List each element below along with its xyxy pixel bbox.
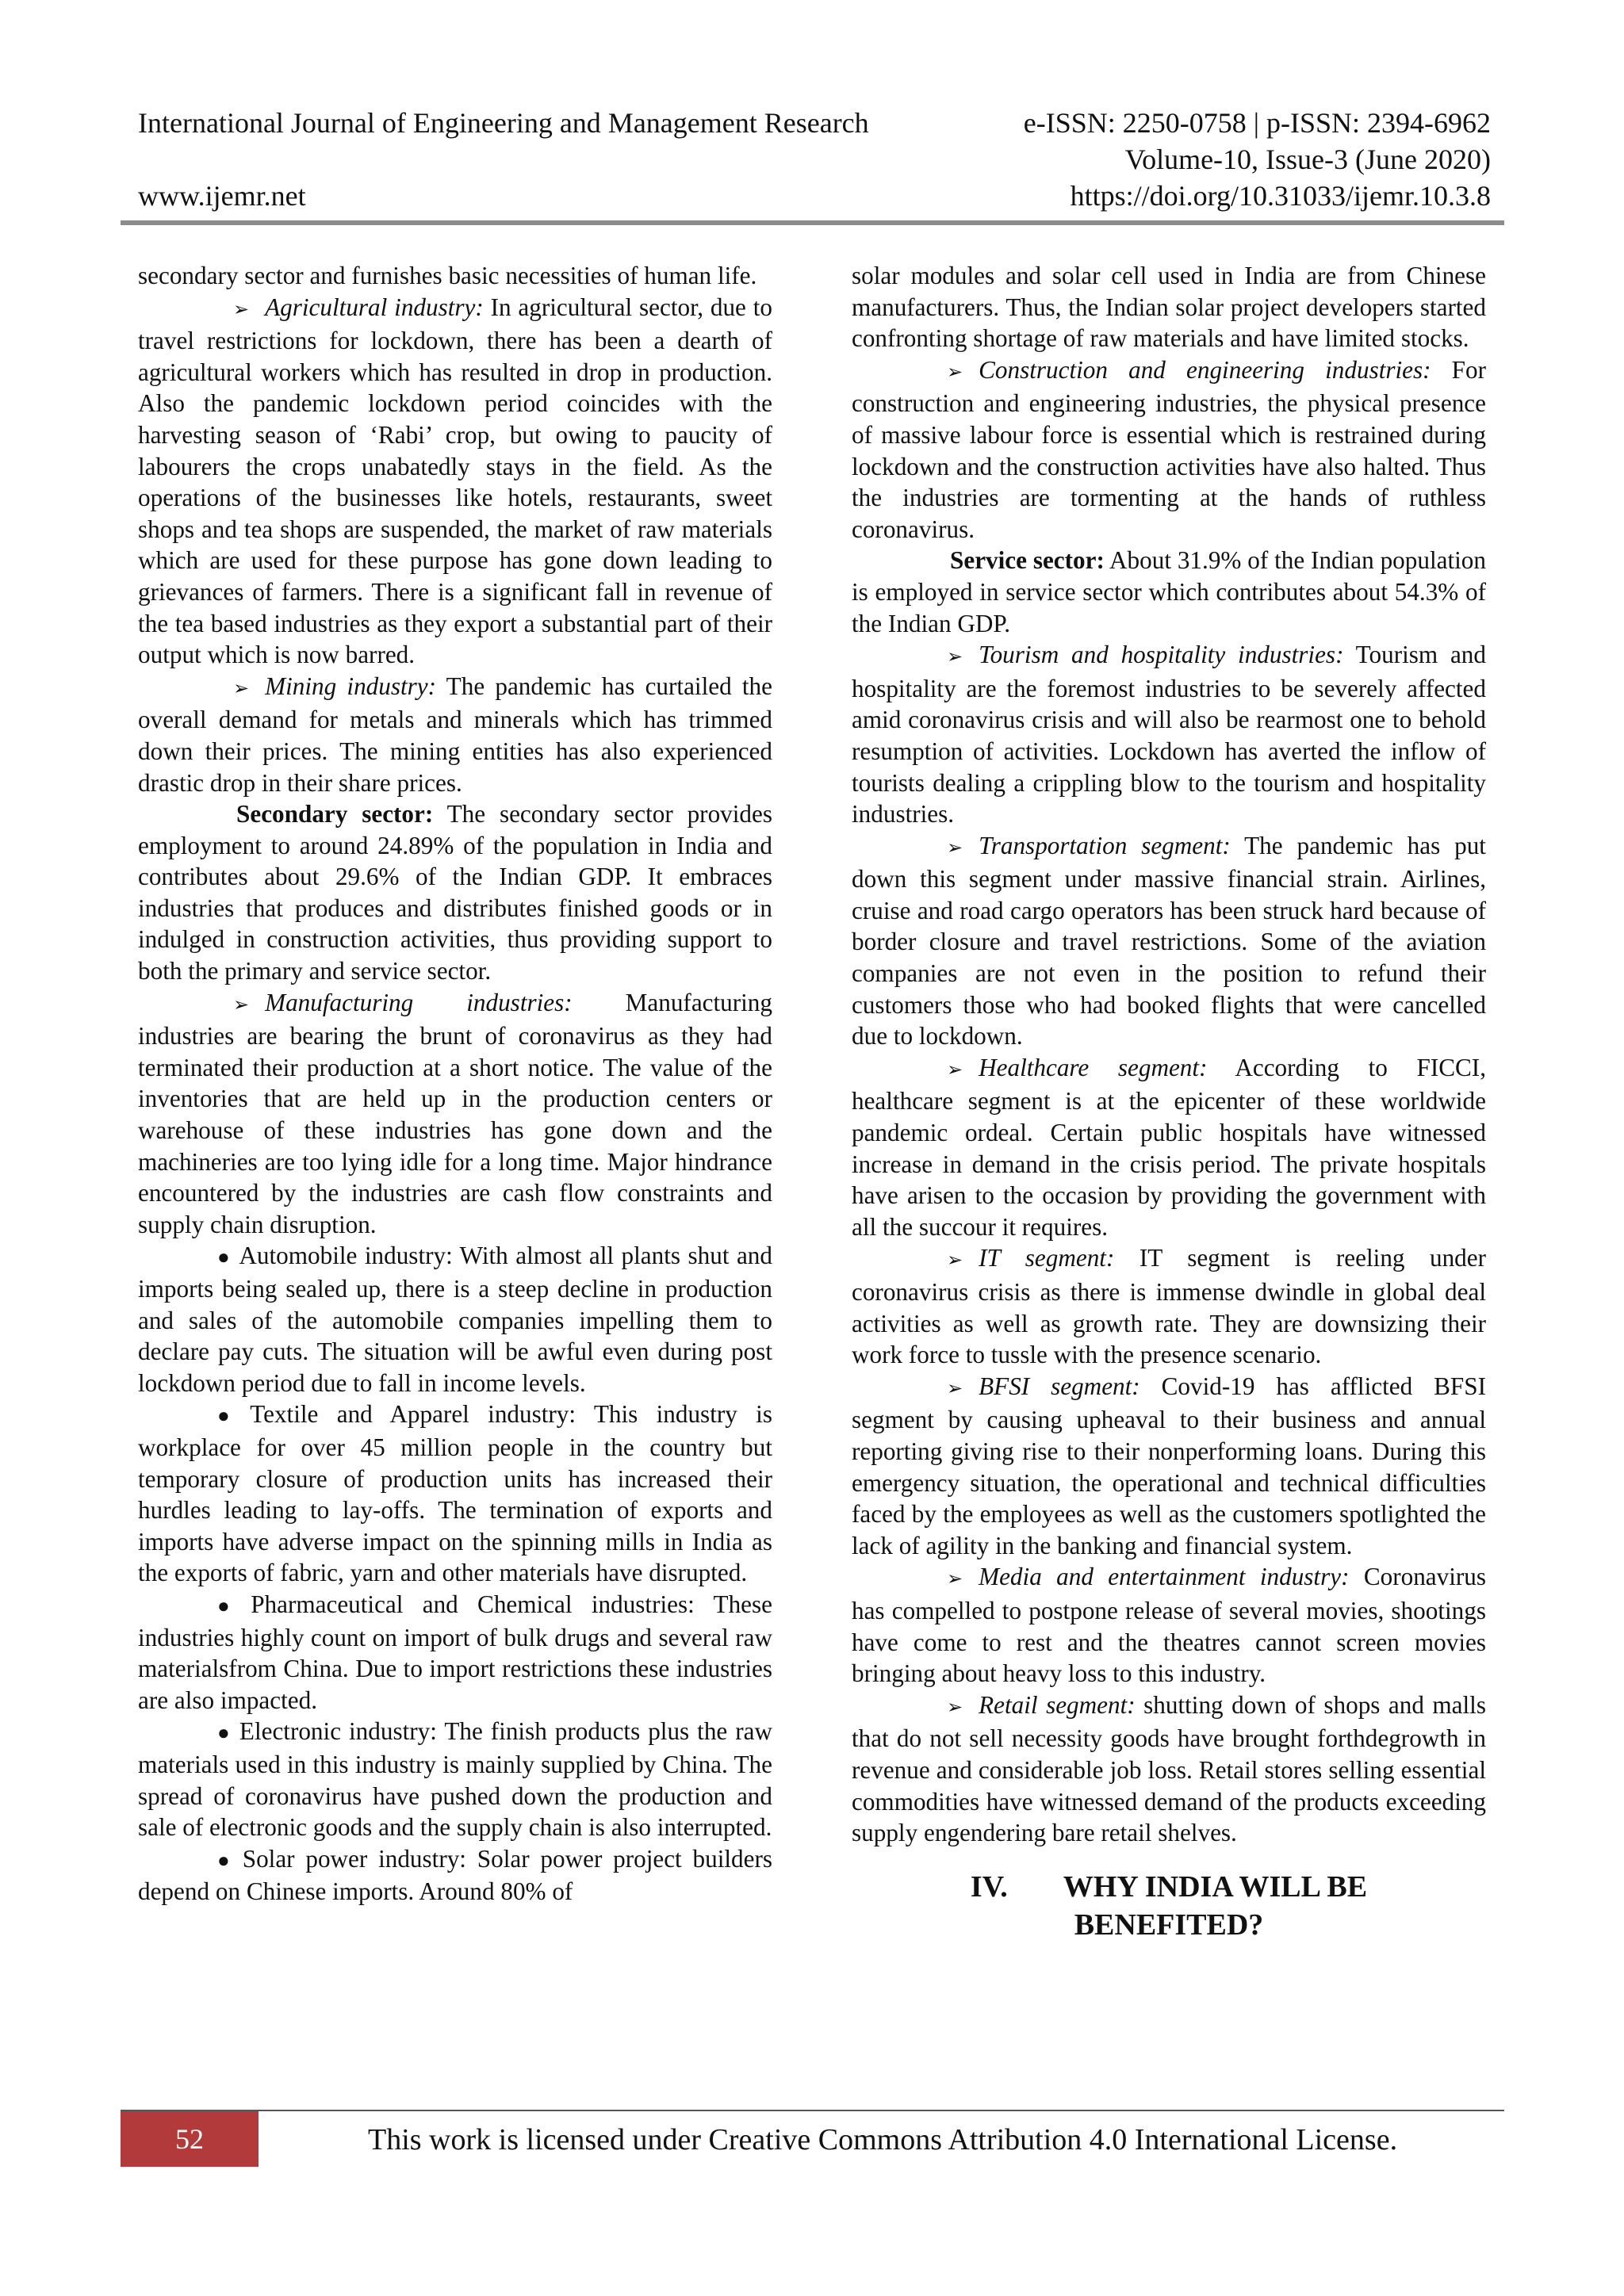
dot-item-text: Textile and Apparel industry: This industry is workplace for over 45 million people in the country but temporary closure of production units has increased their hurdles leading to lay-offs. The termination of exports and imports have adverse impact on the spinning mills in India as the exports of fabric, yarn and other materials have disrupted. bbox=[138, 1400, 772, 1587]
arrow-bullet-icon: ➢ bbox=[947, 1058, 963, 1081]
bullet-construction bbox=[852, 354, 1486, 545]
bullet-title: BFSI segment: bbox=[979, 1372, 1140, 1400]
dot-bullet-icon: ● bbox=[217, 1246, 232, 1269]
arrow-bullet-icon: ➢ bbox=[947, 1376, 963, 1399]
footer-rule bbox=[121, 2110, 1504, 2111]
page-number: 52 bbox=[121, 2111, 259, 2167]
bullet-tourism bbox=[852, 639, 1486, 830]
dot-item-pharma bbox=[138, 1589, 772, 1716]
arrow-bullet-icon: ➢ bbox=[947, 1695, 963, 1718]
service-sector-paragraph bbox=[852, 545, 1486, 639]
bullet-text: Manufacturing industries are bearing the brunt of coronavirus as they had terminated their production at a short notice. The value of the inventories that are held up in the production centers or warehouse of these industries has gone down and the machineries are too lying idle for a long time. Major hindrance encountered by the industries are cash flow constraints and supply chain disruption. bbox=[138, 988, 772, 1238]
section-number: IV. bbox=[970, 1869, 1008, 1904]
arrow-bullet-icon: ➢ bbox=[947, 645, 963, 668]
bullet-retail bbox=[852, 1689, 1486, 1849]
dot-item-text: Electronic industry: The finish products plus the raw materials used in this industry is mainly supplied by China. The spread of coronavirus have pushed down the production and sale of electronic goods and the supply chain is also interrupted. bbox=[138, 1717, 772, 1842]
bullet-text: For construction and engineering industries, the physical presence of massive labour force is essential which is restrained during lockdown and the construction activities have also halted. Thus the industries are tormenting at the hands of ruthless coronavirus. bbox=[852, 355, 1487, 543]
bullet-bfsi bbox=[852, 1371, 1486, 1562]
dot-item-electronic bbox=[138, 1716, 772, 1843]
bullet-mining bbox=[138, 671, 772, 798]
right-column bbox=[852, 260, 1486, 1944]
arrow-bullet-icon: ➢ bbox=[947, 1567, 963, 1590]
dot-bullet-icon: ● bbox=[217, 1594, 243, 1617]
bullet-title: Media and entertainment industry: bbox=[979, 1563, 1350, 1591]
bullet-title: Healthcare segment: bbox=[979, 1053, 1208, 1081]
dot-bullet-icon: ● bbox=[217, 1848, 235, 1872]
header-rule bbox=[121, 220, 1504, 225]
arrow-bullet-icon: ➢ bbox=[947, 360, 963, 383]
bullet-transportation bbox=[852, 830, 1486, 1052]
left-column bbox=[138, 260, 772, 1908]
dot-item-text: Solar power industry: Solar power project builders depend on Chinese imports. Around 80% of bbox=[138, 1844, 772, 1906]
paragraph: secondary sector and furnishes basic necessities of human life. bbox=[138, 262, 757, 289]
bullet-title: Tourism and hospitality industries: bbox=[979, 641, 1344, 669]
issn: e-ISSN: 2250-0758 | p-ISSN: 2394-6962 bbox=[1023, 107, 1491, 139]
arrow-bullet-icon: ➢ bbox=[233, 993, 250, 1016]
bullet-healthcare bbox=[852, 1052, 1486, 1243]
bullet-text: According to FICCI, healthcare segment is at the epicenter of these worldwide pandemic ordeal. Certain public hospitals have witnessed increase in demand in the crisis period. The private hospitals have arisen to the occasion by providing the government with all the succour it requires. bbox=[852, 1053, 1486, 1241]
bullet-text: Covid-19 has afflicted BFSI segment by causing upheaval to their business and annual reporting giving rise to their nonperforming loans. During this emergency situation, the operational and technical difficulties faced by the employees as well as the customers spotlighted the lack of agility in the banking and financial system. bbox=[852, 1372, 1486, 1559]
sector-title: Secondary sector: bbox=[236, 800, 434, 828]
bullet-agricultural bbox=[138, 292, 772, 671]
dot-item-automobile bbox=[138, 1240, 772, 1399]
license-text: This work is licensed under Creative Commons Attribution 4.0 International License. bbox=[368, 2123, 1398, 2156]
dot-item-text: Automobile industry: With almost all plants shut and imports being sealed up, there is a steep decline in production and sales of the automobile companies impelling them to declare pay cuts. The situation will be awful even during post lockdown period due to fall in income levels. bbox=[138, 1242, 772, 1397]
arrow-bullet-icon: ➢ bbox=[233, 676, 250, 699]
bullet-it bbox=[852, 1242, 1486, 1370]
bullet-title: Construction and engineering industries: bbox=[979, 355, 1431, 384]
bullet-manufacturing bbox=[138, 987, 772, 1241]
dot-item-solar bbox=[138, 1843, 772, 1908]
section-heading bbox=[852, 1868, 1486, 1944]
bullet-text: The pandemic has curtailed the overall demand for metals and minerals which has trimmed down their prices. The mining entities has also experienced drastic drop in their share prices. bbox=[138, 672, 772, 797]
dot-item-text: Pharmaceutical and Chemical industries: These industries highly count on import of bulk drugs and several raw materialsfrom China. Due to import restrictions these industries are also impacted. bbox=[138, 1590, 772, 1714]
sector-title: Service sector: bbox=[950, 546, 1105, 575]
bullet-text: The pandemic has put down this segment under massive financial strain. Airlines, cruise and road cargo operators has been struck hard because of border closure and travel restrictions. Some of the aviation companies are not even in the position to refund their customers those who had booked flights that were cancelled due to lockdown. bbox=[852, 831, 1486, 1050]
bullet-text: IT segment is reeling under coronavirus crisis as there is immense dwindle in global deal activities as well as growth rate. They are downsizing their work force to tussle with the presence scenario. bbox=[852, 1244, 1486, 1369]
page-header bbox=[138, 105, 1491, 214]
dot-item-textile bbox=[138, 1399, 772, 1589]
dot-bullet-icon: ● bbox=[217, 1721, 232, 1745]
bullet-title: IT segment: bbox=[979, 1244, 1115, 1272]
website-link[interactable]: www.ijemr.net bbox=[138, 180, 306, 212]
paragraph: solar modules and solar cell used in India are from Chinese manufacturers. Thus, the Indian solar project developers started confronting shortage of raw materials and have limited stocks. bbox=[852, 262, 1486, 353]
bullet-text: In agricultural sector, due to travel restrictions for lockdown, there has been a dearth of agricultural workers which has resulted in drop in production. Also the pandemic lockdown period coincides with the harvesting season of ‘Rabi’ crop, but owing to paucity of labourers the crops unabatedly stays in the field. As the operations of the businesses like hotels, restaurants, sweet shops and tea shops are suspended, the market of raw materials which are used for these purpose has gone down leading to grievances of farmers. There is a significant fall in revenue of the tea based industries as they export a substantial part of their output which is now barred. bbox=[138, 293, 772, 669]
section-title-line1: WHY INDIA WILL BE bbox=[1063, 1869, 1368, 1904]
arrow-bullet-icon: ➢ bbox=[947, 836, 963, 859]
bullet-title: Manufacturing industries: bbox=[265, 988, 573, 1016]
volume-info: Volume-10, Issue-3 (June 2020) bbox=[1124, 144, 1491, 175]
arrow-bullet-icon: ➢ bbox=[947, 1249, 963, 1272]
bullet-text: shutting down of shops and malls that do not sell necessity goods have brought forthdegrowth in revenue and considerable job loss. Retail stores selling essential commodities have witnessed demand of the products exceeding supply engendering bare retail shelves. bbox=[852, 1690, 1486, 1847]
sector-text: About 31.9% of the Indian population is employed in service sector which contributes about 54.3% of the Indian GDP. bbox=[852, 546, 1486, 637]
arrow-bullet-icon: ➢ bbox=[233, 297, 250, 320]
bullet-title: Mining industry: bbox=[265, 672, 437, 700]
doi-link[interactable]: https://doi.org/10.31033/ijemr.10.3.8 bbox=[1070, 180, 1491, 212]
journal-title: International Journal of Engineering and Management Research bbox=[138, 107, 869, 139]
section-title-line2: BENEFITED? bbox=[1074, 1908, 1264, 1942]
bullet-title: Agricultural industry: bbox=[265, 293, 484, 321]
bullet-title: Transportation segment: bbox=[979, 831, 1231, 859]
bullet-text: Coronavirus has compelled to postpone release of several movies, shootings have come to rest and the theatres cannot screen movies bringing about heavy loss to this industry. bbox=[852, 1563, 1487, 1688]
bullet-text: Tourism and hospitality are the foremost industries to be severely affected amid coronavirus crisis and will also be rearmost one to behold resumption of activities. Lockdown has averted the inflow of tourists dealing a crippling blow to the tourism and hospitality industries. bbox=[852, 641, 1486, 828]
bullet-title: Retail segment: bbox=[979, 1690, 1136, 1719]
sector-text: The secondary sector provides employment to around 24.89% of the population in India and contributes about 29.6% of the Indian GDP. It embraces industries that produces and distributes finished goods or in indulged in construction activities, thus providing support to both the primary and service sector. bbox=[138, 800, 772, 985]
dot-bullet-icon: ● bbox=[217, 1404, 243, 1428]
bullet-media bbox=[852, 1561, 1486, 1689]
secondary-sector-paragraph bbox=[138, 798, 772, 987]
